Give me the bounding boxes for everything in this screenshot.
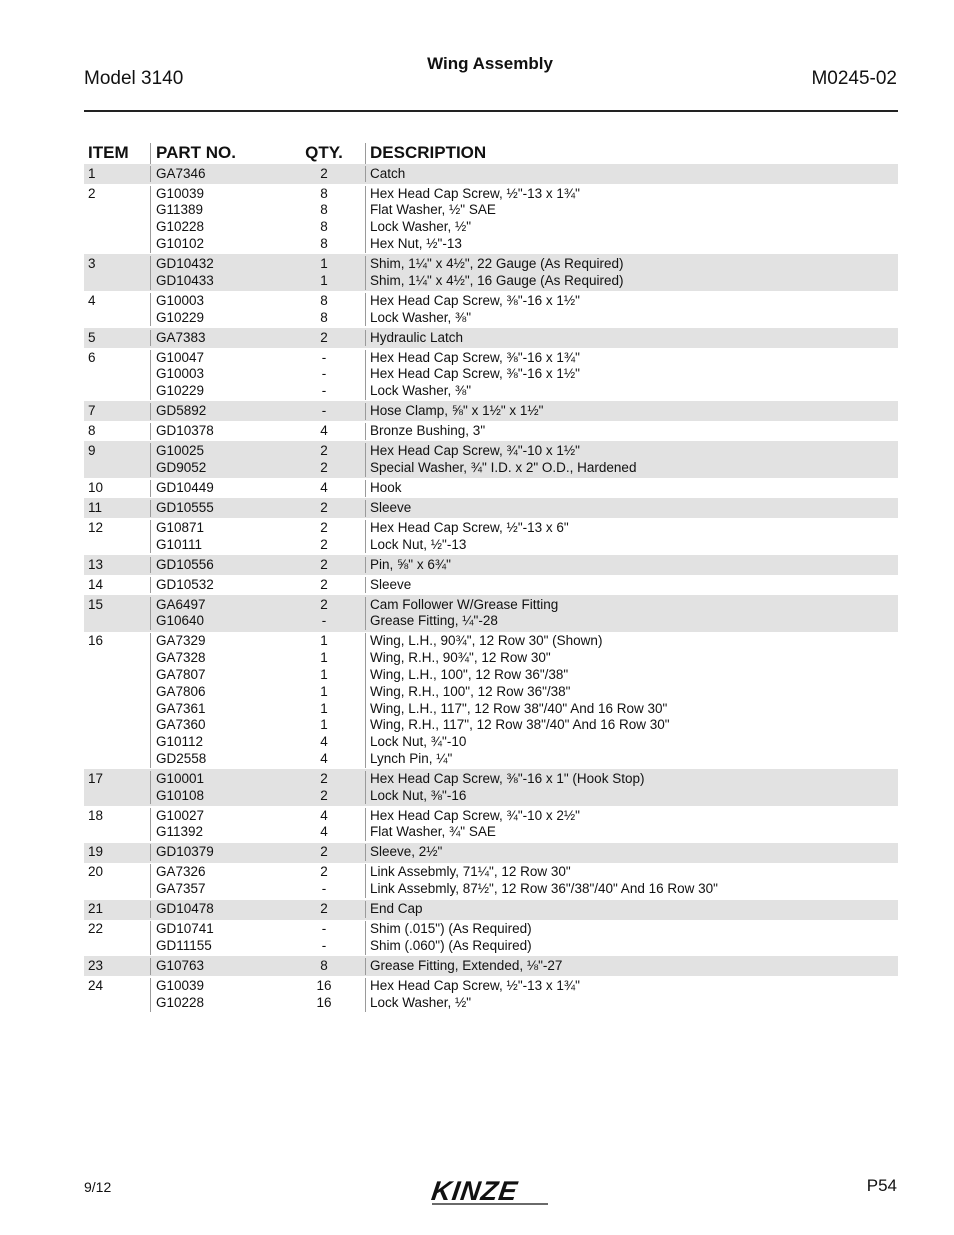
item-number: 3 bbox=[88, 255, 96, 271]
table-row bbox=[84, 421, 898, 441]
quantity: 1 bbox=[320, 255, 328, 271]
part-number: GD2558 bbox=[156, 750, 207, 766]
description: Wing, L.H., 117", 12 Row 38"/40" And 16 Row 30" bbox=[370, 700, 668, 716]
part-number: GA7360 bbox=[156, 717, 206, 733]
description-cell bbox=[365, 901, 898, 918]
quantity: 4 bbox=[320, 750, 328, 766]
table-row bbox=[84, 518, 898, 555]
kinze-logo bbox=[430, 1175, 552, 1207]
description: Cam Follower W/Grease Fitting bbox=[370, 596, 559, 612]
description-cell bbox=[365, 978, 898, 1012]
description: Hex Head Cap Screw, ⅜"-16 x 1½" bbox=[370, 292, 580, 308]
description: Catch bbox=[370, 165, 406, 181]
quantity: 2 bbox=[320, 459, 328, 475]
quantity-cell bbox=[283, 901, 365, 918]
quantity: - bbox=[321, 881, 327, 897]
quantity: - bbox=[321, 403, 327, 419]
parts-table bbox=[84, 140, 898, 1013]
description: Special Washer, ¾" I.D. x 2" O.D., Hardened bbox=[370, 459, 637, 475]
quantity: - bbox=[321, 383, 327, 399]
part-number: GA7806 bbox=[156, 683, 206, 699]
part-number: G10229 bbox=[156, 383, 205, 399]
quantity: 1 bbox=[320, 700, 328, 716]
revision-date: 9/12 bbox=[84, 1179, 112, 1195]
description: Link Assebmly, 71¼", 12 Row 30" bbox=[370, 864, 571, 880]
header-divider bbox=[84, 110, 898, 112]
description: Hose Clamp, ⅝" x 1½" x 1½" bbox=[370, 403, 544, 419]
description: Hex Head Cap Screw, ½"-13 x 6" bbox=[370, 519, 569, 535]
part-number-cell bbox=[150, 577, 283, 594]
part-number-cell bbox=[150, 166, 283, 183]
part-number: GD10378 bbox=[156, 423, 214, 439]
description-cell bbox=[365, 293, 898, 327]
part-number-cell bbox=[150, 597, 283, 631]
quantity: 8 bbox=[320, 957, 328, 973]
description-cell bbox=[365, 480, 898, 497]
quantity-cell bbox=[283, 808, 365, 842]
table-row bbox=[84, 441, 898, 478]
description-cell bbox=[365, 520, 898, 554]
description-cell bbox=[365, 350, 898, 400]
quantity: 4 bbox=[320, 807, 328, 823]
part-number: G11389 bbox=[156, 202, 204, 218]
quantity-cell bbox=[283, 771, 365, 805]
quantity: 8 bbox=[320, 185, 328, 201]
part-number: G10108 bbox=[156, 787, 205, 803]
quantity: 1 bbox=[320, 717, 328, 733]
description: Hex Head Cap Screw, ½"-13 x 1¾" bbox=[370, 977, 580, 993]
description: Lynch Pin, ¼" bbox=[370, 750, 453, 766]
part-number: GD10556 bbox=[156, 556, 214, 572]
part-number: G10228 bbox=[156, 219, 205, 235]
quantity: 2 bbox=[320, 770, 328, 786]
part-number: GD11155 bbox=[156, 938, 212, 953]
quantity: 2 bbox=[320, 901, 328, 917]
quantity: 2 bbox=[320, 787, 328, 803]
item-number: 1 bbox=[88, 165, 96, 181]
description: Wing, R.H., 117", 12 Row 38"/40" And 16 Row 30" bbox=[370, 717, 670, 733]
quantity: 2 bbox=[320, 536, 328, 552]
description-cell bbox=[365, 844, 898, 861]
item-number: 9 bbox=[88, 443, 96, 459]
quantity-cell bbox=[283, 443, 365, 477]
part-number-cell bbox=[150, 633, 283, 767]
part-number: G10025 bbox=[156, 443, 205, 459]
table-row bbox=[84, 348, 898, 402]
part-number-cell bbox=[150, 293, 283, 327]
part-number: GA7326 bbox=[156, 864, 206, 880]
page-title: Wing Assembly bbox=[427, 54, 553, 73]
description-cell bbox=[365, 330, 898, 347]
part-number: GA7361 bbox=[156, 700, 206, 716]
description-cell bbox=[365, 186, 898, 253]
table-row bbox=[84, 632, 898, 770]
table-row bbox=[84, 478, 898, 498]
part-number: G10871 bbox=[156, 519, 205, 535]
quantity: 2 bbox=[320, 556, 328, 572]
part-number-cell bbox=[150, 480, 283, 497]
part-number: G10228 bbox=[156, 994, 205, 1010]
part-number-cell bbox=[150, 901, 283, 918]
description-cell bbox=[365, 423, 898, 440]
description: Flat Washer, ½" SAE bbox=[370, 202, 496, 218]
logo-text: KINZE bbox=[430, 1175, 520, 1206]
table-row bbox=[84, 254, 898, 291]
description: Hydraulic Latch bbox=[370, 329, 464, 345]
part-number: GA7357 bbox=[156, 881, 206, 897]
quantity: 2 bbox=[320, 864, 328, 880]
quantity-cell bbox=[283, 864, 365, 898]
quantity: 8 bbox=[320, 292, 328, 308]
item-number: 2 bbox=[88, 185, 96, 201]
part-number: GA7383 bbox=[156, 329, 206, 345]
description: Pin, ⅝" x 6¾" bbox=[370, 556, 451, 572]
part-number-cell bbox=[150, 958, 283, 975]
part-number: GD10555 bbox=[156, 499, 214, 515]
description: Link Assebmly, 87½", 12 Row 36"/38"/40" And 16 Row 30" bbox=[370, 881, 718, 897]
part-number: GD9052 bbox=[156, 459, 207, 475]
part-number: GD10432 bbox=[156, 255, 214, 271]
quantity: 8 bbox=[320, 202, 328, 218]
quantity: 4 bbox=[320, 824, 328, 840]
table-row bbox=[84, 328, 898, 348]
quantity: 4 bbox=[320, 734, 328, 750]
part-number: G10001 bbox=[156, 770, 205, 786]
description: Lock Nut, ⅜"-16 bbox=[370, 787, 467, 803]
part-number: G10027 bbox=[156, 807, 205, 823]
description: Sleeve, 2½" bbox=[370, 844, 443, 860]
description: Lock Washer, ⅜" bbox=[370, 309, 472, 325]
description-cell bbox=[365, 808, 898, 842]
quantity: 1 bbox=[320, 633, 328, 649]
item-number: 23 bbox=[88, 957, 104, 973]
quantity: 8 bbox=[320, 219, 328, 235]
part-number: G10039 bbox=[156, 185, 205, 201]
quantity: 1 bbox=[320, 272, 328, 288]
part-number-cell bbox=[150, 186, 283, 253]
quantity: 1 bbox=[320, 683, 328, 699]
part-number-cell bbox=[150, 844, 283, 861]
table-row bbox=[84, 976, 898, 1013]
part-number: GD10433 bbox=[156, 272, 214, 288]
part-number: GD10478 bbox=[156, 901, 214, 917]
part-number: G10640 bbox=[156, 613, 205, 629]
part-number: G10102 bbox=[156, 235, 205, 251]
part-number: G10112 bbox=[156, 734, 204, 750]
part-number: G10763 bbox=[156, 957, 205, 973]
table-row bbox=[84, 900, 898, 920]
part-number-cell bbox=[150, 978, 283, 1012]
part-number-cell bbox=[150, 256, 283, 290]
description: Lock Nut, ¾"-10 bbox=[370, 734, 467, 750]
quantity-cell bbox=[283, 958, 365, 975]
description: Grease Fitting, ¼"-28 bbox=[370, 613, 498, 629]
item-number: 15 bbox=[88, 596, 104, 612]
quantity: 2 bbox=[320, 165, 328, 181]
column-header-description: DESCRIPTION bbox=[365, 143, 898, 164]
quantity: 4 bbox=[320, 423, 328, 439]
description: Hex Head Cap Screw, ⅜"-16 x 1½" bbox=[370, 366, 580, 382]
description: Hex Head Cap Screw, ¾"-10 x 2½" bbox=[370, 807, 580, 823]
part-number-cell bbox=[150, 520, 283, 554]
item-number: 19 bbox=[88, 844, 104, 860]
item-number: 4 bbox=[88, 292, 96, 308]
quantity-cell bbox=[283, 256, 365, 290]
description-cell bbox=[365, 500, 898, 517]
quantity: - bbox=[321, 613, 327, 629]
part-number-cell bbox=[150, 921, 283, 955]
part-number-cell bbox=[150, 330, 283, 347]
description: Shim, 1¼" x 4½", 16 Gauge (As Required) bbox=[370, 272, 624, 288]
part-number: G10003 bbox=[156, 292, 205, 308]
document-number: M0245-02 bbox=[811, 68, 897, 89]
quantity: 1 bbox=[320, 666, 328, 682]
part-number-cell bbox=[150, 443, 283, 477]
part-number-cell bbox=[150, 771, 283, 805]
part-number: GD10741 bbox=[156, 921, 214, 937]
description: Lock Washer, ⅜" bbox=[370, 383, 472, 399]
description: Wing, R.H., 90¾", 12 Row 30" bbox=[370, 650, 551, 666]
part-number-cell bbox=[150, 500, 283, 517]
item-number: 22 bbox=[88, 921, 104, 937]
quantity-cell bbox=[283, 350, 365, 400]
description-cell bbox=[365, 256, 898, 290]
description-cell bbox=[365, 771, 898, 805]
quantity-cell bbox=[283, 520, 365, 554]
table-row bbox=[84, 164, 898, 184]
description: Shim (.060") (As Required) bbox=[370, 938, 532, 953]
quantity-cell bbox=[283, 978, 365, 1012]
quantity: - bbox=[321, 921, 327, 937]
model-label: Model 3140 bbox=[84, 68, 184, 89]
quantity-cell bbox=[283, 186, 365, 253]
description: Lock Nut, ½"-13 bbox=[370, 536, 467, 552]
column-header-part-no: PART NO. bbox=[150, 143, 283, 164]
description: Hex Head Cap Screw, ¾"-10 x 1½" bbox=[370, 443, 580, 459]
item-number: 13 bbox=[88, 556, 104, 572]
part-number: G10047 bbox=[156, 349, 205, 365]
description: Hex Head Cap Screw, ½"-13 x 1¾" bbox=[370, 185, 580, 201]
description: Shim, 1¼" x 4½", 22 Gauge (As Required) bbox=[370, 255, 624, 271]
item-number: 6 bbox=[88, 349, 96, 365]
description: Sleeve bbox=[370, 499, 412, 515]
item-number: 8 bbox=[88, 423, 96, 439]
quantity-cell bbox=[283, 557, 365, 574]
description-cell bbox=[365, 443, 898, 477]
quantity-cell bbox=[283, 921, 365, 955]
description-cell bbox=[365, 577, 898, 594]
item-number: 17 bbox=[88, 770, 104, 786]
quantity: - bbox=[321, 366, 327, 382]
quantity: 2 bbox=[320, 596, 328, 612]
item-number: 14 bbox=[88, 576, 104, 592]
quantity: 4 bbox=[320, 479, 328, 495]
description: End Cap bbox=[370, 901, 423, 917]
quantity-cell bbox=[283, 633, 365, 767]
part-number: GA6497 bbox=[156, 596, 206, 612]
part-number: G10229 bbox=[156, 309, 205, 325]
table-row bbox=[84, 575, 898, 595]
part-number: GA7346 bbox=[156, 165, 206, 181]
quantity: - bbox=[321, 938, 327, 953]
table-row bbox=[84, 595, 898, 632]
quantity: 16 bbox=[316, 977, 332, 993]
item-number: 12 bbox=[88, 519, 104, 535]
table-row bbox=[84, 184, 898, 254]
quantity-cell bbox=[283, 500, 365, 517]
description-cell bbox=[365, 864, 898, 898]
part-number: G11392 bbox=[156, 824, 204, 840]
item-number: 10 bbox=[88, 479, 104, 495]
description-cell bbox=[365, 597, 898, 631]
part-number: GD10449 bbox=[156, 479, 214, 495]
part-number-cell bbox=[150, 423, 283, 440]
part-number-cell bbox=[150, 864, 283, 898]
table-row bbox=[84, 769, 898, 806]
table-row bbox=[84, 401, 898, 421]
description-cell bbox=[365, 633, 898, 767]
quantity-cell bbox=[283, 423, 365, 440]
quantity-cell bbox=[283, 330, 365, 347]
quantity: 1 bbox=[320, 650, 328, 666]
part-number-cell bbox=[150, 350, 283, 400]
part-number: GA7807 bbox=[156, 666, 206, 682]
quantity-cell bbox=[283, 403, 365, 420]
table-header bbox=[84, 140, 898, 164]
quantity-cell bbox=[283, 577, 365, 594]
item-number: 21 bbox=[88, 901, 104, 917]
description: Grease Fitting, Extended, ⅛"-27 bbox=[370, 957, 563, 973]
quantity-cell bbox=[283, 844, 365, 861]
quantity-cell bbox=[283, 597, 365, 631]
item-number: 16 bbox=[88, 633, 104, 649]
quantity: 8 bbox=[320, 235, 328, 251]
description-cell bbox=[365, 166, 898, 183]
page-number: P54 bbox=[866, 1176, 897, 1195]
part-number: GD10379 bbox=[156, 844, 214, 860]
description: Hex Head Cap Screw, ⅜"-16 x 1¾" bbox=[370, 349, 580, 365]
quantity-cell bbox=[283, 293, 365, 327]
quantity-cell bbox=[283, 166, 365, 183]
quantity: 16 bbox=[316, 994, 332, 1010]
description: Flat Washer, ¾" SAE bbox=[370, 824, 496, 840]
column-header-item: ITEM bbox=[88, 143, 129, 162]
table-row bbox=[84, 920, 898, 957]
item-number: 20 bbox=[88, 864, 104, 880]
quantity: 2 bbox=[320, 329, 328, 345]
quantity: 2 bbox=[320, 576, 328, 592]
description: Hex Nut, ½"-13 bbox=[370, 235, 462, 251]
part-number: GD10532 bbox=[156, 576, 214, 592]
part-number-cell bbox=[150, 403, 283, 420]
description: Hex Head Cap Screw, ⅜"-16 x 1" (Hook Stop) bbox=[370, 770, 645, 786]
quantity: 2 bbox=[320, 844, 328, 860]
part-number: GA7329 bbox=[156, 633, 206, 649]
table-row bbox=[84, 843, 898, 863]
part-number: GA7328 bbox=[156, 650, 206, 666]
description-cell bbox=[365, 557, 898, 574]
table-body bbox=[84, 164, 898, 1013]
description: Bronze Bushing, 3" bbox=[370, 423, 486, 439]
quantity-cell bbox=[283, 480, 365, 497]
part-number: G10111 bbox=[156, 536, 203, 552]
quantity: - bbox=[321, 349, 327, 365]
table-row bbox=[84, 956, 898, 976]
description: Wing, L.H., 100", 12 Row 36"/38" bbox=[370, 666, 569, 682]
quantity: 2 bbox=[320, 519, 328, 535]
quantity: 2 bbox=[320, 443, 328, 459]
table-row bbox=[84, 806, 898, 843]
item-number: 7 bbox=[88, 403, 96, 419]
description-cell bbox=[365, 958, 898, 975]
part-number-cell bbox=[150, 808, 283, 842]
description: Shim (.015") (As Required) bbox=[370, 921, 532, 937]
part-number-cell bbox=[150, 557, 283, 574]
table-row bbox=[84, 555, 898, 575]
quantity: 8 bbox=[320, 309, 328, 325]
table-row bbox=[84, 291, 898, 328]
description-cell bbox=[365, 921, 898, 955]
part-number: G10039 bbox=[156, 977, 205, 993]
description: Hook bbox=[370, 479, 402, 495]
item-number: 5 bbox=[88, 329, 96, 345]
description: Lock Washer, ½" bbox=[370, 994, 472, 1010]
part-number: G10003 bbox=[156, 366, 205, 382]
description: Sleeve bbox=[370, 576, 412, 592]
part-number: GD5892 bbox=[156, 403, 207, 419]
item-number: 11 bbox=[88, 499, 103, 515]
description: Lock Washer, ½" bbox=[370, 219, 472, 235]
table-row bbox=[84, 863, 898, 900]
table-row bbox=[84, 498, 898, 518]
description: Wing, R.H., 100", 12 Row 36"/38" bbox=[370, 683, 571, 699]
item-number: 18 bbox=[88, 807, 104, 823]
quantity: 2 bbox=[320, 499, 328, 515]
description-cell bbox=[365, 403, 898, 420]
item-number: 24 bbox=[88, 977, 104, 993]
column-header-qty: QTY. bbox=[305, 143, 343, 162]
description: Wing, L.H., 90¾", 12 Row 30" (Shown) bbox=[370, 633, 603, 649]
